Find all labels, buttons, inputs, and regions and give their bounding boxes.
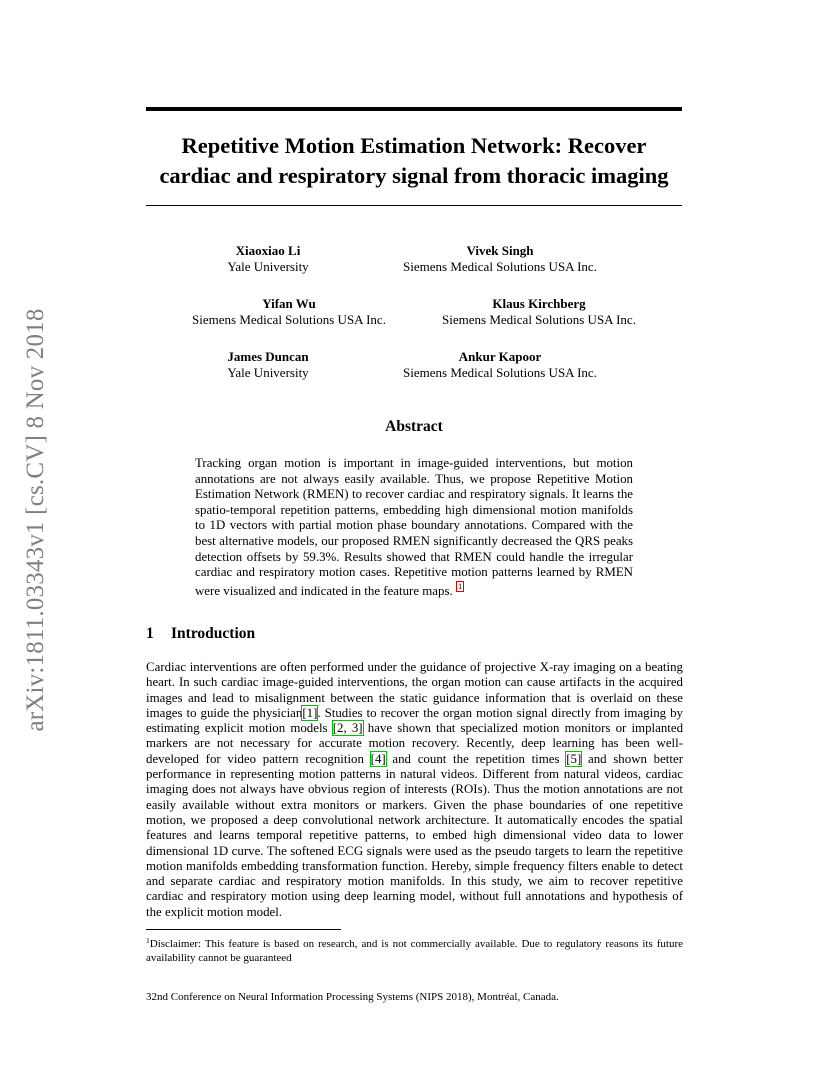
intro-text: and shown better performance in representing motion patterns in natural videos. Different from natural videos, cardiac imaging does not always have obvious region of interests (ROIs). Thus the motion annotations are not easily available without extra monitors or markers. Given the phase boundaries of one repetitive motion, we proposed a deep convolutional network architecture. It automatically encodes the spatial features and learns temporal repetitive patterns, to embed high dimensional video data to lower dimensional 1D curve. The softened ECG signals were used as the pseudo targets to learn the repetitive motion manifolds embedding transformation function. Hereby, simple frequency filters enable to detect and separate cardiac and respiratory motion manifolds. In this study, we aim to recover repetitive cardiac and respiratory motion using deep learning model, without full annotations and hypothesis of the explicit motion model. bbox=[146, 751, 683, 919]
title-bottom-rule bbox=[146, 205, 682, 206]
section-number: 1 bbox=[146, 625, 154, 642]
conference-notice: 32nd Conference on Neural Information Processing Systems (NIPS 2018), Montréal, Canada. bbox=[146, 991, 559, 1003]
title-top-rule bbox=[146, 107, 682, 111]
abstract-text bbox=[195, 456, 633, 599]
abstract-heading: Abstract bbox=[385, 418, 443, 435]
author-block bbox=[395, 243, 605, 275]
citation-link[interactable]: [2, 3] bbox=[332, 721, 363, 736]
author-name: Yifan Wu bbox=[262, 296, 316, 311]
arxiv-identifier-stamp: arXiv:1811.03343v1 [cs.CV] 8 Nov 2018 bbox=[22, 308, 49, 732]
title-line-2: cardiac and respiratory signal from thoracic imaging bbox=[159, 163, 669, 188]
author-name: Xiaoxiao Li bbox=[235, 243, 301, 258]
paper-title bbox=[146, 131, 682, 191]
footnote bbox=[146, 934, 683, 965]
author-affiliation: Siemens Medical Solutions USA Inc. bbox=[403, 259, 597, 274]
author-name: James Duncan bbox=[227, 349, 309, 364]
footnote-rule bbox=[146, 929, 341, 930]
author-name: Vivek Singh bbox=[466, 243, 534, 258]
introduction-paragraph bbox=[146, 660, 683, 920]
title-line-1: Repetitive Motion Estimation Network: Recover bbox=[181, 133, 647, 158]
author-block bbox=[188, 243, 348, 275]
author-affiliation: Yale University bbox=[227, 365, 309, 380]
citation-link[interactable]: [1] bbox=[302, 705, 318, 720]
author-block bbox=[395, 349, 605, 381]
footnote-number: 1 bbox=[146, 936, 150, 945]
footnote-text: Disclaimer: This feature is based on research, and is not commercially available. Due to regulatory reasons its future availability cannot be guaranteed bbox=[146, 938, 683, 964]
citation-link[interactable]: [4] bbox=[370, 751, 386, 766]
author-name: Ankur Kapoor bbox=[458, 349, 542, 364]
author-affiliation: Siemens Medical Solutions USA Inc. bbox=[403, 365, 597, 380]
intro-text: and count the repetition times bbox=[385, 751, 567, 766]
citation-link[interactable]: [5] bbox=[566, 751, 582, 766]
intro-text: have shown that specialized motion monitors or implanted markers are not necessary for accurate motion recovery. Recently, deep learning has been well-developed for video pattern recognition bbox=[146, 721, 684, 766]
author-block bbox=[434, 296, 644, 328]
section-title: Introduction bbox=[171, 625, 256, 642]
author-affiliation: Siemens Medical Solutions USA Inc. bbox=[442, 312, 636, 327]
author-block bbox=[184, 296, 394, 328]
author-affiliation: Yale University bbox=[227, 259, 309, 274]
author-name: Klaus Kirchberg bbox=[492, 296, 586, 311]
author-block bbox=[188, 349, 348, 381]
section-heading bbox=[146, 625, 255, 643]
abstract-paragraph: Tracking organ motion is important in image-guided interventions, but motion annotations are not always easily available. Thus, we propose Repetitive Motion Estimation Network (RMEN) to recover cardiac and respiratory signals. It learns the spatio-temporal repetition patterns, embedding high dimensional motion manifolds to 1D vectors with partial motion phase boundary annotations. Compared with the best alternative models, our proposed RMEN significantly decreased the QRS peaks detection offsets by 59.3%. Results showed that RMEN could handle the irregular cardiac and respiratory motion cases. Repetitive motion patterns learned by RMEN were visualized and indicated in the feature maps. bbox=[195, 456, 633, 598]
footnote-link[interactable]: 1 bbox=[457, 580, 463, 591]
intro-text: Cardiac interventions are often performed under the guidance of projective X-ray imaging on a beating heart. In such cardiac image-guided interventions, the organ motion can cause artifacts in the acquired images and lead to misalignment between the static guidance information that is overlaid on these images to guide the physician bbox=[146, 660, 683, 720]
intro-text: . Studies to recover the organ motion signal directly from imaging by estimating explicit motion models bbox=[146, 705, 683, 736]
author-affiliation: Siemens Medical Solutions USA Inc. bbox=[192, 312, 386, 327]
